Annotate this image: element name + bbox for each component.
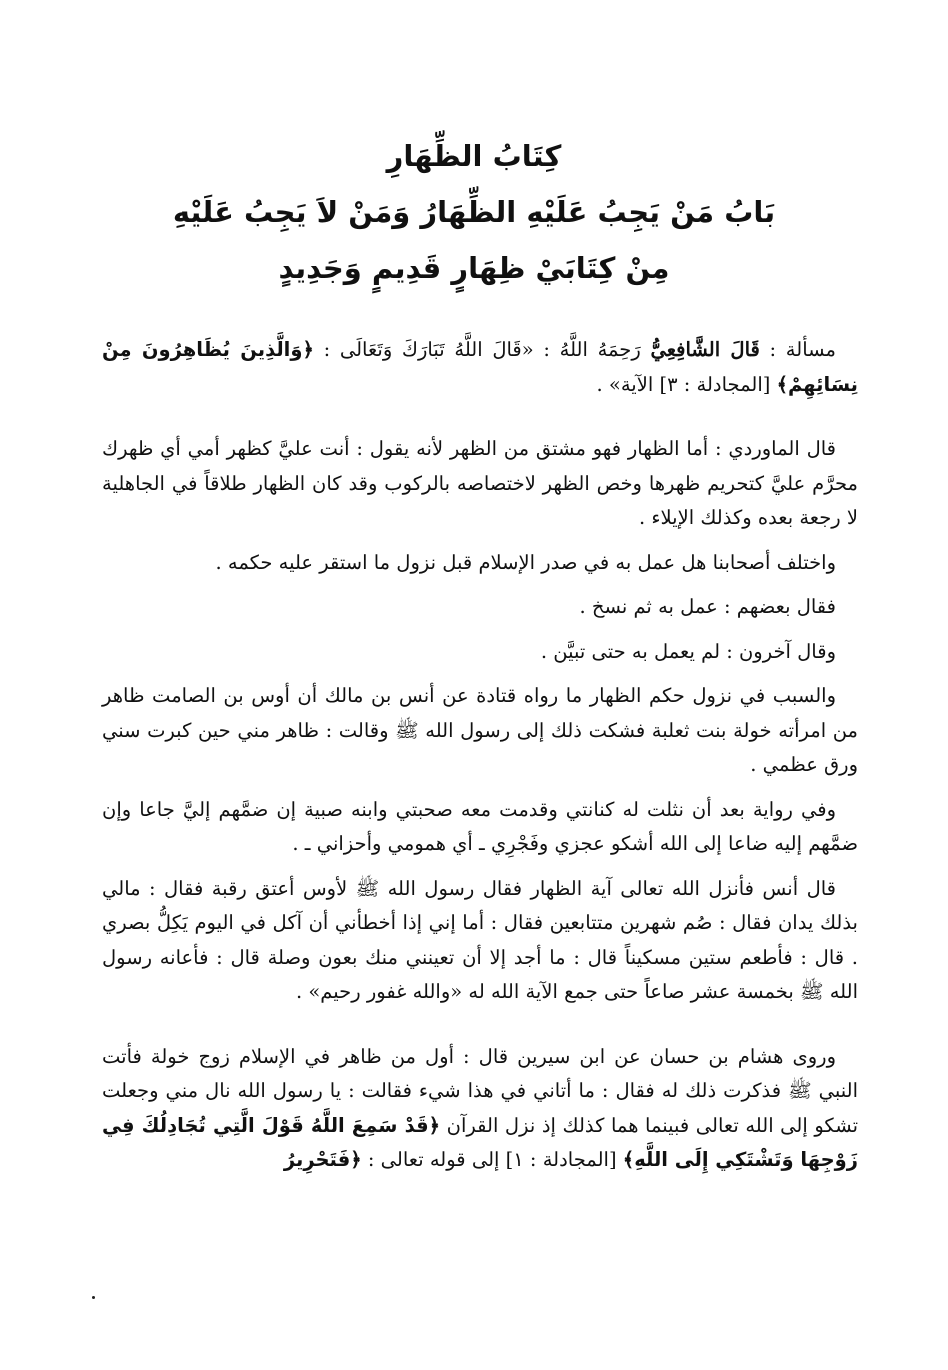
paragraph-5: وقال آخرون : لم يعمل به حتى تبيَّن . <box>540 639 836 663</box>
paragraph-9 <box>102 1040 858 1178</box>
quran-verse: ﴿فَتَحْرِيرُ <box>283 1148 362 1171</box>
paragraph-2: قال الماوردي : أما الظهار فهو مشتق من الظهر لأنه يقول : أنت عليَّ كظهر أمي أي ظهرك محرَّم عليَّ كتحريم ظهرها وخص الظهر لاختصاصه بالركوب وقد كان الظهار طلاقاً في الجاهلية لا رجعة بعده وكذلك الإيلاء . <box>102 437 858 529</box>
quran-verse: ﴿قَدْ سَمِعَ اللَّهُ قَوْلَ الَّتِي تُجَادِلُكَ فِي زَوْجِهَا وَتَشْتَكِي إِلَى اللَّهِ﴾ <box>102 1113 858 1171</box>
verse-reference: [المجادلة : ١] إلى قوله تعالى : <box>367 1148 617 1171</box>
chapter-title: بَابُ مَنْ يَجِبُ عَلَيْهِ الظِّهَارُ وَمَنْ لاَ يَجِبُ عَلَيْهِ <box>172 195 776 229</box>
paragraph-9-text: وروى هشام بن حسان عن ابن سيرين قال : أول من ظاهر في الإسلام زوج خولة فأتت النبي ﷺ فذكرت ذلك له فقال : ما أتاني في هذا شيء فقالت : يا رسول الله نال مني وجعلت تشكو إلى الله تعالى فبينما هما كذلك إذ نزل القرآن <box>102 1044 859 1137</box>
paragraph-3: واختلف أصحابنا هل عمل به في صدر الإسلام قبل نزول ما استقر عليه حكمه . <box>215 550 836 574</box>
paragraph-7: وفي رواية بعد أن نثلت له كنانتي وقدمت معه صحبتي وابنه صبية إن ضمَّهم إليَّ جاعا وإن ضمَّهم إليه ضاعا إلى الله أشكو عجزي وفَجْرِي ـ أي همومي وأحزاني ـ . <box>102 797 858 855</box>
book-title: كِتَابُ الظِّهَارِ <box>386 139 562 173</box>
paragraph-4: فقال بعضهم : عمل به ثم نسخ . <box>579 595 836 618</box>
page-mark <box>92 1296 95 1299</box>
speaker-name: قَالَ الشَّافِعِيُّ <box>650 338 760 361</box>
paragraph-gap <box>102 1020 858 1040</box>
paragraph-8: قال أنس فأنزل الله تعالى آية الظهار فقال رسول الله ﷺ لأوس أعتق رقبة فقال : مالي بذلك يدان فقال : صُم شهرين متتابعين فقال : أما إني إذا أخطأني أن آكل في اليوم يَكِلُّ بصري . قال : فأطعم ستين مسكيناً قال : ما أجد إلا أن تعينني منك بعون وصلة قال : فأعانه رسول الله ﷺ بخمسة عشر صاعاً حتى جمع الآية الله له «والله غفور رحيم» . <box>102 876 858 1003</box>
body-text <box>102 333 858 1188</box>
paragraph-gap <box>102 412 858 432</box>
chapter-headings <box>100 128 848 296</box>
masala-prefix: مسألة : <box>769 338 836 361</box>
quran-verse: ﴿وَالَّذِينَ يُظَاهِرُونَ مِنْ نِسَائِهِمْ﴾ <box>102 338 858 396</box>
verse-reference: [المجادلة : ٣] الآية» . <box>596 372 771 396</box>
masala-mid: رَحِمَهُ اللَّهُ : «قَالَ اللَّهُ تَبَارَكَ وَتَعَالَى : <box>323 338 641 361</box>
paragraph-masala <box>102 333 858 402</box>
paragraph-6: والسبب في نزول حكم الظهار ما رواه قتادة عن أنس بن مالك أن أوس بن الصامت ظاهر من امرأته خولة بنت ثعلبة فشكت ذلك إلى رسول الله ﷺ وقالت : ظاهر مني حين كبرت سني ورق عظمي . <box>102 684 858 776</box>
chapter-subtitle: مِنْ كِتَابَيْ ظِهَارٍ قَدِيمٍ وَجَدِيدٍ <box>278 251 670 285</box>
